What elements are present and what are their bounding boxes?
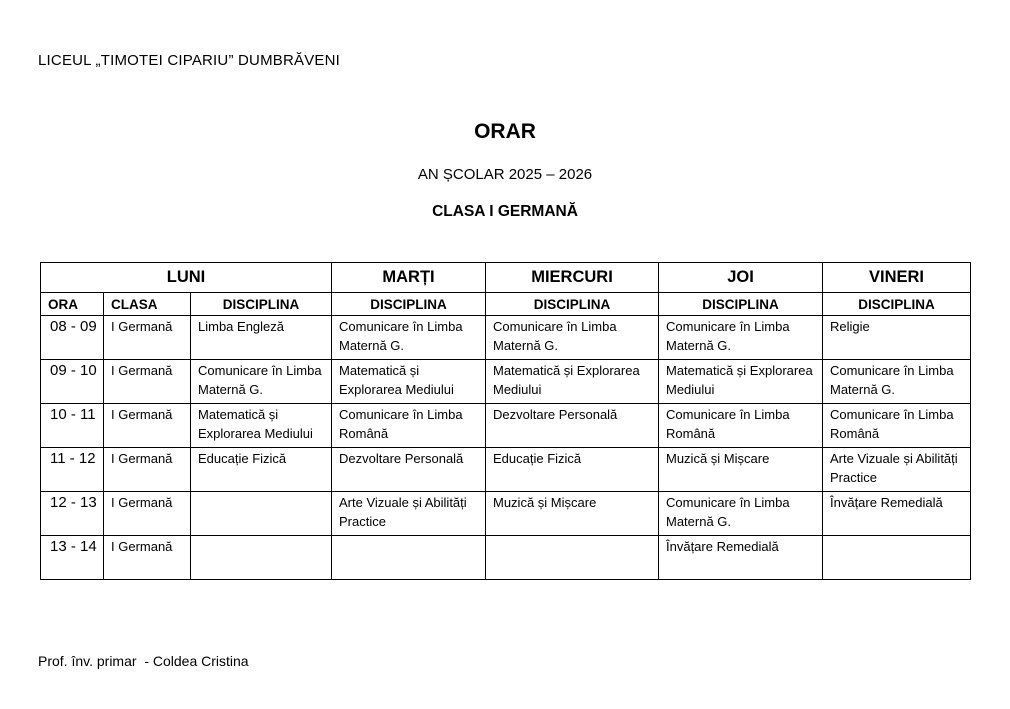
cell-ora: 13 - 14 [41,536,104,580]
cell-clasa: I Germană [104,492,191,536]
day-header-row [41,263,971,293]
col-header-disciplina-marti: DISCIPLINA [332,293,486,316]
cell-clasa: I Germană [104,448,191,492]
school-name: LICEUL „TIMOTEI CIPARIU” DUMBRĂVENI [38,52,341,69]
title-block [0,120,1010,221]
cell-luni: Limba Engleză [191,316,332,360]
cell-miercuri: Matematică și Explorarea Mediului [486,360,659,404]
cell-luni [191,492,332,536]
cell-joi: Comunicare în Limba Maternă G. [659,492,823,536]
cell-marti: Matematică și Explorarea Mediului [332,360,486,404]
cell-miercuri [486,536,659,580]
cell-ora: 11 - 12 [41,448,104,492]
cell-luni: Educație Fizică [191,448,332,492]
timetable-row [41,536,971,580]
cell-marti: Arte Vizuale și Abilități Practice [332,492,486,536]
cell-marti: Dezvoltare Personală [332,448,486,492]
day-header-vineri: VINERI [823,263,971,293]
cell-miercuri: Educație Fizică [486,448,659,492]
cell-miercuri: Muzică și Mișcare [486,492,659,536]
cell-ora: 10 - 11 [41,404,104,448]
cell-joi: Comunicare în Limba Maternă G. [659,316,823,360]
day-header-luni: LUNI [41,263,332,293]
cell-marti: Comunicare în Limba Maternă G. [332,316,486,360]
timetable-row [41,316,971,360]
cell-vineri: Comunicare în Limba Maternă G. [823,360,971,404]
cell-vineri: Religie [823,316,971,360]
cell-miercuri: Dezvoltare Personală [486,404,659,448]
timetable-row [41,404,971,448]
cell-clasa: I Germană [104,404,191,448]
cell-ora: 09 - 10 [41,360,104,404]
teacher-signature: Prof. înv. primar - Coldea Cristina [38,653,249,669]
cell-vineri: Arte Vizuale și Abilități Practice [823,448,971,492]
school-year-subtitle: AN ȘCOLAR 2025 – 2026 [417,166,593,183]
cell-ora: 08 - 09 [41,316,104,360]
cell-vineri [823,536,971,580]
cell-joi: Comunicare în Limba Română [659,404,823,448]
cell-joi: Muzică și Mișcare [659,448,823,492]
cell-luni: Matematică și Explorarea Mediului [191,404,332,448]
cell-vineri: Învățare Remedială [823,492,971,536]
class-title: CLASA I GERMANĂ [432,203,578,220]
day-header-marti: MARȚI [332,263,486,293]
column-header-row [41,293,971,316]
col-header-disciplina-joi: DISCIPLINA [659,293,823,316]
cell-joi: Învățare Remedială [659,536,823,580]
timetable-row [41,360,971,404]
cell-marti: Comunicare în Limba Română [332,404,486,448]
cell-marti [332,536,486,580]
cell-ora: 12 - 13 [41,492,104,536]
col-header-ora: ORA [41,293,104,316]
cell-clasa: I Germană [104,536,191,580]
col-header-disciplina-luni: DISCIPLINA [191,293,332,316]
cell-luni [191,536,332,580]
col-header-clasa: CLASA [104,293,191,316]
day-header-miercuri: MIERCURI [486,263,659,293]
timetable-row [41,448,971,492]
cell-miercuri: Comunicare în Limba Maternă G. [486,316,659,360]
cell-vineri: Comunicare în Limba Română [823,404,971,448]
timetable [40,262,971,580]
cell-joi: Matematică și Explorarea Mediului [659,360,823,404]
timetable-row [41,492,971,536]
page-title: ORAR [474,120,536,143]
col-header-disciplina-vineri: DISCIPLINA [823,293,971,316]
cell-luni: Comunicare în Limba Maternă G. [191,360,332,404]
cell-clasa: I Germană [104,360,191,404]
col-header-disciplina-miercuri: DISCIPLINA [486,293,659,316]
day-header-joi: JOI [659,263,823,293]
cell-clasa: I Germană [104,316,191,360]
